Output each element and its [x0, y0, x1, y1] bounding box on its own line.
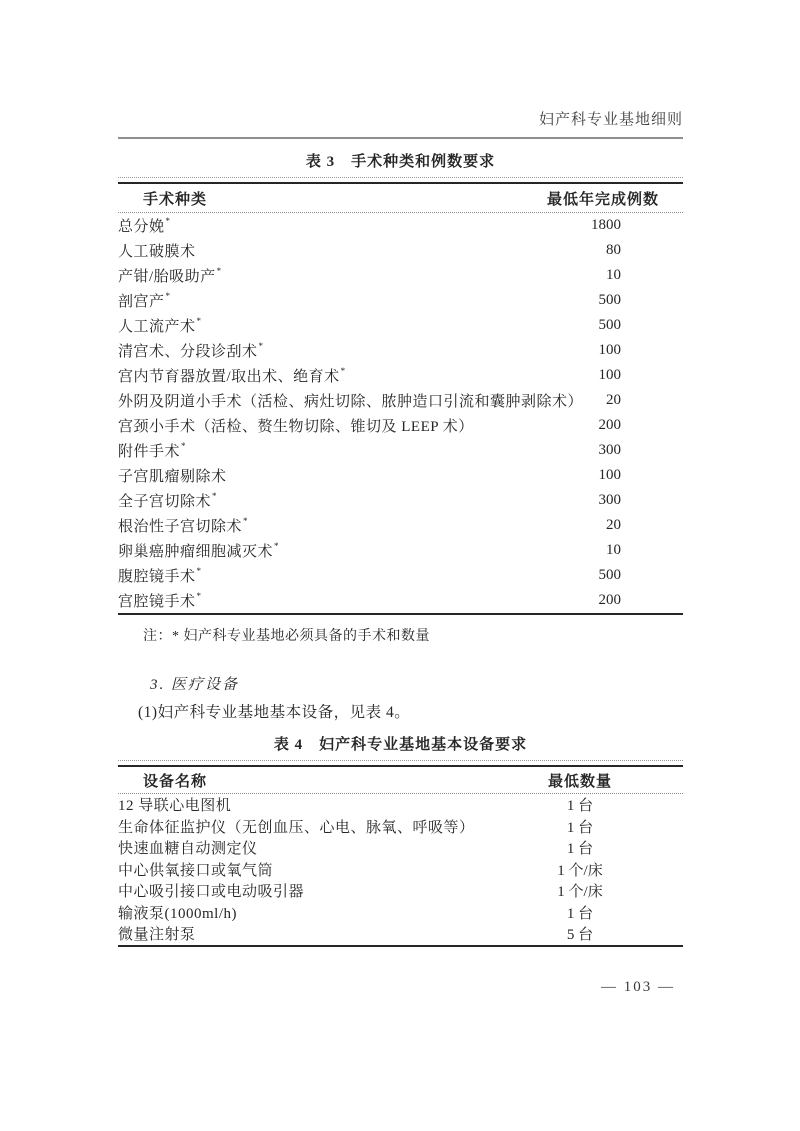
table4-header-row	[118, 767, 683, 794]
table-row	[118, 413, 683, 438]
table4-caption: 表 4 妇产科专业基地基本设备要求	[273, 737, 528, 753]
table-row	[118, 488, 683, 513]
required-asterisk: *	[258, 341, 264, 351]
table-row	[118, 213, 683, 238]
equipment-name: 快速血糖自动测定仪	[118, 841, 258, 858]
surgery-name: 清宫术、分段诊刮术	[118, 344, 258, 360]
required-asterisk: *	[196, 566, 202, 576]
table-row	[118, 563, 683, 588]
surgery-name: 外阴及阴道小手术（活检、病灶切除、脓肿造口引流和囊肿剥除术）	[118, 394, 584, 410]
min-cases-value: 500	[598, 292, 621, 308]
min-quantity-value: 1 台	[566, 905, 594, 922]
min-cases-value: 500	[598, 567, 621, 583]
equipment-name: 生命体征监护仪（无创血压、心电、脉氧、呼吸等）	[118, 819, 475, 836]
table-row	[118, 463, 683, 488]
min-quantity-value: 1 台	[566, 819, 594, 836]
surgery-name: 宫内节育器放置/取出术、绝育术	[118, 369, 340, 385]
equipment-name: 中心吸引接口或电动吸引器	[118, 884, 305, 901]
header-rule	[118, 137, 683, 139]
table-row	[118, 538, 683, 563]
min-cases-value: 20	[606, 517, 621, 533]
section-heading: 3. 医疗设备	[150, 677, 240, 693]
table3-top-rule	[118, 177, 683, 184]
table-row	[118, 859, 683, 881]
required-asterisk: *	[165, 216, 171, 226]
surgery-name: 人工破膜术	[118, 244, 196, 260]
surgery-name: 全子宫切除术	[118, 494, 212, 510]
table3	[118, 184, 683, 615]
table3-caption: 表 3 手术种类和例数要求	[305, 154, 496, 170]
table-row	[118, 388, 683, 413]
surgery-name: 宫腔镜手术	[118, 594, 196, 610]
table4	[118, 767, 683, 947]
min-cases-value: 300	[598, 492, 621, 508]
table-row	[118, 837, 683, 859]
table3-header-row	[118, 184, 683, 213]
equipment-name: 中心供氧接口或氧气筒	[118, 862, 274, 879]
surgery-name: 总分娩	[118, 219, 165, 235]
min-cases-value: 200	[598, 417, 621, 433]
table-row	[118, 902, 683, 924]
page-number: — 103 —	[601, 978, 675, 995]
surgery-name: 根治性子宫切除术	[118, 519, 243, 535]
table-row	[118, 338, 683, 363]
min-cases-value: 20	[606, 392, 621, 408]
min-cases-value: 100	[598, 467, 621, 483]
min-quantity-value: 1 个/床	[557, 862, 603, 879]
table4-col-equipment-name: 设备名称	[143, 773, 208, 790]
min-quantity-value: 5 台	[566, 927, 594, 944]
min-quantity-value: 1 台	[566, 798, 594, 815]
min-quantity-value: 1 个/床	[557, 884, 603, 901]
surgery-name: 宫颈小手术（活检、赘生物切除、锥切及 LEEP 术）	[118, 419, 474, 435]
table4-col-min-quantity: 最低数量	[547, 773, 612, 790]
required-asterisk: *	[274, 541, 280, 551]
required-asterisk: *	[181, 441, 187, 451]
table-row	[118, 288, 683, 313]
table-row	[118, 438, 683, 463]
min-cases-value: 100	[598, 367, 621, 383]
table-row	[118, 238, 683, 263]
table-row	[118, 313, 683, 338]
required-asterisk: *	[216, 266, 222, 276]
table-row	[118, 588, 683, 613]
table-row	[118, 880, 683, 902]
min-cases-value: 80	[606, 242, 621, 258]
required-asterisk: *	[165, 291, 171, 301]
required-asterisk: *	[196, 591, 202, 601]
equipment-name: 微量注射泵	[118, 927, 196, 944]
min-cases-value: 100	[598, 342, 621, 358]
min-cases-value: 500	[598, 317, 621, 333]
surgery-name: 剖宫产	[118, 294, 165, 310]
surgery-name: 人工流产术	[118, 319, 196, 335]
required-asterisk: *	[196, 316, 202, 326]
required-asterisk: *	[340, 366, 346, 376]
min-cases-value: 10	[606, 542, 621, 558]
table-row	[118, 794, 683, 816]
surgery-name: 产钳/胎吸助产	[118, 269, 216, 285]
table4-top-rule	[118, 760, 683, 767]
table-row	[118, 363, 683, 388]
body-paragraph: (1)妇产科专业基地基本设备，见表 4。	[138, 704, 411, 721]
surgery-name: 卵巢癌肿瘤细胞减灭术	[118, 544, 274, 560]
table-row	[118, 816, 683, 838]
table3-col-min-cases: 最低年完成例数	[546, 191, 659, 208]
table-row	[118, 513, 683, 538]
document-page	[118, 0, 683, 996]
required-asterisk: *	[212, 491, 218, 501]
table-row	[118, 923, 683, 945]
table3-col-surgery-type: 手术种类	[143, 191, 208, 208]
min-quantity-value: 1 台	[566, 841, 594, 858]
table-row	[118, 263, 683, 288]
surgery-name: 腹腔镜手术	[118, 569, 196, 585]
surgery-name: 子宫肌瘤剔除术	[118, 469, 227, 485]
min-cases-value: 10	[606, 267, 621, 283]
table3-footnote: 注：* 妇产科专业基地必须具备的手术和数量	[143, 629, 430, 644]
equipment-name: 输液泵(1000ml/h)	[118, 905, 237, 922]
surgery-name: 附件手术	[118, 444, 181, 460]
equipment-name: 12 导联心电图机	[118, 798, 232, 815]
min-cases-value: 1800	[591, 217, 621, 233]
running-head: 妇产科专业基地细则	[538, 112, 683, 128]
required-asterisk: *	[243, 516, 249, 526]
min-cases-value: 300	[598, 442, 621, 458]
min-cases-value: 200	[598, 592, 621, 608]
